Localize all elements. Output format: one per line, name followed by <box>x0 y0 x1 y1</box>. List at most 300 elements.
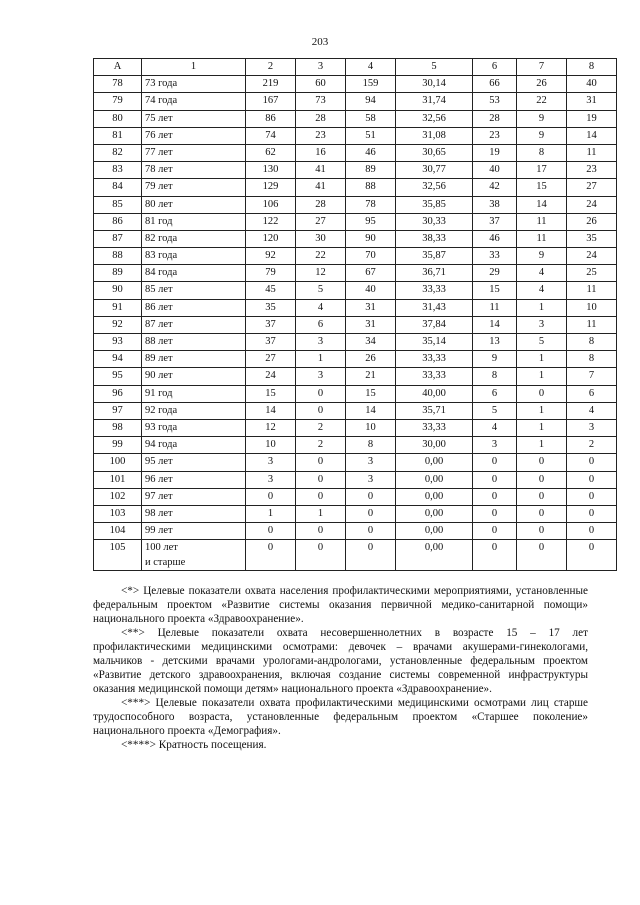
value-cell: 9 <box>517 248 567 265</box>
value-cell: 0,00 <box>396 523 473 540</box>
value-cell: 3 <box>246 454 296 471</box>
value-cell: 0,00 <box>396 454 473 471</box>
value-cell: 0 <box>517 488 567 505</box>
value-cell: 35,14 <box>396 334 473 351</box>
value-cell: 0 <box>473 488 517 505</box>
value-cell: 31,74 <box>396 93 473 110</box>
value-cell: 8 <box>567 351 617 368</box>
value-cell: 1 <box>517 351 567 368</box>
value-cell: 120 <box>246 230 296 247</box>
value-cell: 122 <box>246 213 296 230</box>
value-cell: 0 <box>296 523 346 540</box>
table-row <box>94 230 617 247</box>
value-cell: 30,00 <box>396 437 473 454</box>
value-cell: 0 <box>567 523 617 540</box>
value-cell: 38 <box>473 196 517 213</box>
table-row <box>94 248 617 265</box>
value-cell: 0 <box>296 488 346 505</box>
footnote: <**> Целевые показатели охвата несовершеннолетних в возрасте 15 – 17 лет профилактическими медицинскими осмотрами: девочек – врачами акушерами-гинекологами, мальчиков - детскими врачами урологами-андрологами, установленные федеральным проектом «Развитие детского здравоохранения, включая создание системы современной инфраструктуры оказания медицинской помощи детям» национального проекта «Здравоохранение». <box>93 627 588 695</box>
value-cell: 219 <box>246 76 296 93</box>
data-table <box>93 58 617 571</box>
value-cell: 32,56 <box>396 110 473 127</box>
age-label-cell: 73 года <box>142 76 246 93</box>
table-body <box>94 76 617 571</box>
value-cell: 60 <box>296 76 346 93</box>
row-number-cell: 102 <box>94 488 142 505</box>
table-row <box>94 419 617 436</box>
value-cell: 41 <box>296 162 346 179</box>
value-cell: 86 <box>246 110 296 127</box>
value-cell: 34 <box>346 334 396 351</box>
row-number-cell: 94 <box>94 351 142 368</box>
value-cell: 28 <box>296 110 346 127</box>
value-cell: 30,14 <box>396 76 473 93</box>
table-row <box>94 505 617 522</box>
row-number-cell: 89 <box>94 265 142 282</box>
table-row <box>94 196 617 213</box>
value-cell: 53 <box>473 93 517 110</box>
value-cell: 15 <box>246 385 296 402</box>
footnote: <***> Целевые показатели охвата профилактическими медицинскими осмотрами лиц старше трудоспособного возраста, установленные федеральным проектом «Старшее поколение» национального проекта «Демография». <box>93 697 588 737</box>
value-cell: 30,77 <box>396 162 473 179</box>
table-row <box>94 368 617 385</box>
row-number-cell: 95 <box>94 368 142 385</box>
value-cell: 3 <box>246 471 296 488</box>
value-cell: 130 <box>246 162 296 179</box>
value-cell: 35,87 <box>396 248 473 265</box>
value-cell: 33,33 <box>396 419 473 436</box>
column-header: 7 <box>517 59 567 76</box>
value-cell: 90 <box>346 230 396 247</box>
value-cell: 15 <box>473 282 517 299</box>
column-header: 2 <box>246 59 296 76</box>
age-label-cell: 87 лет <box>142 316 246 333</box>
age-label-cell <box>142 540 246 571</box>
value-cell: 38,33 <box>396 230 473 247</box>
value-cell: 30 <box>296 230 346 247</box>
row-number-cell: 88 <box>94 248 142 265</box>
value-cell: 14 <box>567 127 617 144</box>
value-cell: 11 <box>567 316 617 333</box>
row-number-cell: 104 <box>94 523 142 540</box>
value-cell: 28 <box>473 110 517 127</box>
age-label-cell: 76 лет <box>142 127 246 144</box>
footnote: <****> Кратность посещения. <box>121 739 267 751</box>
row-number-cell: 101 <box>94 471 142 488</box>
page-number: 203 <box>311 36 329 48</box>
value-cell: 1 <box>517 299 567 316</box>
value-cell: 1 <box>517 402 567 419</box>
value-cell: 70 <box>346 248 396 265</box>
value-cell: 11 <box>473 299 517 316</box>
table-row <box>94 162 617 179</box>
age-label-cell: 85 лет <box>142 282 246 299</box>
value-cell: 78 <box>346 196 396 213</box>
age-label-cell: 74 года <box>142 93 246 110</box>
value-cell: 30,65 <box>396 144 473 161</box>
value-cell: 35,71 <box>396 402 473 419</box>
value-cell: 15 <box>346 385 396 402</box>
value-cell: 62 <box>246 144 296 161</box>
age-label-cell: 92 года <box>142 402 246 419</box>
age-label-cell: 86 лет <box>142 299 246 316</box>
row-number-cell: 93 <box>94 334 142 351</box>
value-cell: 3 <box>473 437 517 454</box>
value-cell: 23 <box>296 127 346 144</box>
value-cell: 8 <box>346 437 396 454</box>
row-number-cell: 87 <box>94 230 142 247</box>
value-cell: 3 <box>346 471 396 488</box>
age-label-cell: 97 лет <box>142 488 246 505</box>
row-number-cell: 98 <box>94 419 142 436</box>
value-cell: 19 <box>567 110 617 127</box>
value-cell: 26 <box>346 351 396 368</box>
column-header: 4 <box>346 59 396 76</box>
table-row <box>94 471 617 488</box>
value-cell: 159 <box>346 76 396 93</box>
value-cell: 106 <box>246 196 296 213</box>
value-cell: 0,00 <box>396 505 473 522</box>
value-cell: 0 <box>517 540 567 571</box>
row-number-cell: 80 <box>94 110 142 127</box>
value-cell: 0 <box>473 540 517 571</box>
value-cell: 0 <box>246 488 296 505</box>
value-cell: 45 <box>246 282 296 299</box>
table-row <box>94 76 617 93</box>
value-cell: 0 <box>296 454 346 471</box>
value-cell: 23 <box>567 162 617 179</box>
value-cell: 14 <box>246 402 296 419</box>
table-row <box>94 523 617 540</box>
value-cell: 37,84 <box>396 316 473 333</box>
age-label-line: и старше <box>145 557 186 569</box>
value-cell: 46 <box>473 230 517 247</box>
value-cell: 27 <box>296 213 346 230</box>
value-cell: 11 <box>517 213 567 230</box>
value-cell: 41 <box>296 179 346 196</box>
value-cell: 1 <box>517 368 567 385</box>
age-label-cell: 89 лет <box>142 351 246 368</box>
value-cell: 0 <box>296 540 346 571</box>
value-cell: 14 <box>517 196 567 213</box>
table-row <box>94 334 617 351</box>
value-cell: 0 <box>346 540 396 571</box>
value-cell: 3 <box>346 454 396 471</box>
value-cell: 88 <box>346 179 396 196</box>
age-label-line: 100 лет <box>145 542 178 554</box>
value-cell: 0 <box>517 385 567 402</box>
value-cell: 37 <box>246 316 296 333</box>
table-row <box>94 265 617 282</box>
table-row <box>94 316 617 333</box>
table-row <box>94 127 617 144</box>
table-header-row <box>94 59 617 76</box>
age-label-cell: 99 лет <box>142 523 246 540</box>
value-cell: 95 <box>346 213 396 230</box>
value-cell: 46 <box>346 144 396 161</box>
value-cell: 3 <box>567 419 617 436</box>
value-cell: 2 <box>296 437 346 454</box>
age-label-cell: 90 лет <box>142 368 246 385</box>
value-cell: 33,33 <box>396 368 473 385</box>
value-cell: 12 <box>246 419 296 436</box>
value-cell: 0,00 <box>396 488 473 505</box>
value-cell: 0 <box>473 471 517 488</box>
age-label-cell: 93 года <box>142 419 246 436</box>
value-cell: 0 <box>567 540 617 571</box>
value-cell: 0 <box>567 471 617 488</box>
value-cell: 40 <box>567 76 617 93</box>
table-row <box>94 454 617 471</box>
value-cell: 9 <box>517 110 567 127</box>
table-row <box>94 110 617 127</box>
table-row <box>94 144 617 161</box>
row-number-cell: 99 <box>94 437 142 454</box>
column-header: А <box>94 59 142 76</box>
value-cell: 13 <box>473 334 517 351</box>
age-label-cell: 84 года <box>142 265 246 282</box>
table-row <box>94 540 617 571</box>
value-cell: 12 <box>296 265 346 282</box>
row-number-cell: 105 <box>94 540 142 571</box>
value-cell: 11 <box>567 282 617 299</box>
table-row <box>94 351 617 368</box>
footnote: <*> Целевые показатели охвата населения профилактическими мероприятиями, установленные федеральным проектом «Развитие системы оказания первичной медико-санитарной помощи» национального проекта «Здравоохранение». <box>93 585 588 625</box>
table-row <box>94 213 617 230</box>
value-cell: 11 <box>567 144 617 161</box>
value-cell: 74 <box>246 127 296 144</box>
value-cell: 40 <box>473 162 517 179</box>
age-label-cell: 95 лет <box>142 454 246 471</box>
value-cell: 73 <box>296 93 346 110</box>
value-cell: 0 <box>246 540 296 571</box>
value-cell: 0 <box>473 505 517 522</box>
value-cell: 3 <box>517 316 567 333</box>
value-cell: 9 <box>473 351 517 368</box>
value-cell: 32,56 <box>396 179 473 196</box>
column-header: 1 <box>142 59 246 76</box>
value-cell: 58 <box>346 110 396 127</box>
value-cell: 0 <box>517 523 567 540</box>
row-number-cell: 81 <box>94 127 142 144</box>
age-label-cell: 96 лет <box>142 471 246 488</box>
footnotes <box>93 584 588 752</box>
value-cell: 26 <box>517 76 567 93</box>
value-cell: 24 <box>567 248 617 265</box>
value-cell: 0 <box>517 454 567 471</box>
value-cell: 22 <box>517 93 567 110</box>
table-row <box>94 282 617 299</box>
value-cell: 2 <box>567 437 617 454</box>
value-cell: 0 <box>346 523 396 540</box>
row-number-cell: 103 <box>94 505 142 522</box>
value-cell: 5 <box>296 282 346 299</box>
value-cell: 35 <box>567 230 617 247</box>
value-cell: 7 <box>567 368 617 385</box>
table-row <box>94 402 617 419</box>
age-label-cell: 77 лет <box>142 144 246 161</box>
value-cell: 31 <box>346 316 396 333</box>
value-cell: 3 <box>296 334 346 351</box>
value-cell: 0 <box>296 402 346 419</box>
value-cell: 94 <box>346 93 396 110</box>
value-cell: 2 <box>296 419 346 436</box>
value-cell: 24 <box>246 368 296 385</box>
value-cell: 92 <box>246 248 296 265</box>
value-cell: 5 <box>517 334 567 351</box>
age-label-cell: 80 лет <box>142 196 246 213</box>
value-cell: 8 <box>473 368 517 385</box>
age-label-cell: 79 лет <box>142 179 246 196</box>
value-cell: 4 <box>296 299 346 316</box>
age-label-cell: 75 лет <box>142 110 246 127</box>
value-cell: 0 <box>567 454 617 471</box>
row-number-cell: 82 <box>94 144 142 161</box>
column-header: 6 <box>473 59 517 76</box>
value-cell: 26 <box>567 213 617 230</box>
value-cell: 1 <box>517 437 567 454</box>
value-cell: 8 <box>567 334 617 351</box>
age-label-cell: 82 года <box>142 230 246 247</box>
value-cell: 9 <box>517 127 567 144</box>
value-cell: 31 <box>346 299 396 316</box>
table-row <box>94 93 617 110</box>
value-cell: 35,85 <box>396 196 473 213</box>
value-cell: 4 <box>567 402 617 419</box>
value-cell: 1 <box>517 419 567 436</box>
value-cell: 31 <box>567 93 617 110</box>
value-cell: 79 <box>246 265 296 282</box>
value-cell: 0 <box>296 385 346 402</box>
row-number-cell: 78 <box>94 76 142 93</box>
value-cell: 27 <box>567 179 617 196</box>
value-cell: 0,00 <box>396 471 473 488</box>
value-cell: 0 <box>346 505 396 522</box>
table-row <box>94 179 617 196</box>
row-number-cell: 97 <box>94 402 142 419</box>
value-cell: 0 <box>567 505 617 522</box>
value-cell: 22 <box>296 248 346 265</box>
value-cell: 10 <box>346 419 396 436</box>
value-cell: 0 <box>346 488 396 505</box>
value-cell: 33 <box>473 248 517 265</box>
row-number-cell: 84 <box>94 179 142 196</box>
row-number-cell: 91 <box>94 299 142 316</box>
value-cell: 4 <box>517 265 567 282</box>
value-cell: 0 <box>567 488 617 505</box>
age-label-cell: 94 года <box>142 437 246 454</box>
value-cell: 16 <box>296 144 346 161</box>
column-header: 3 <box>296 59 346 76</box>
value-cell: 1 <box>246 505 296 522</box>
age-label-cell: 91 год <box>142 385 246 402</box>
value-cell: 0 <box>246 523 296 540</box>
value-cell: 8 <box>517 144 567 161</box>
value-cell: 10 <box>246 437 296 454</box>
value-cell: 40 <box>346 282 396 299</box>
value-cell: 1 <box>296 351 346 368</box>
value-cell: 33,33 <box>396 351 473 368</box>
value-cell: 0 <box>296 471 346 488</box>
value-cell: 14 <box>346 402 396 419</box>
column-header: 8 <box>567 59 617 76</box>
age-label-cell: 78 лет <box>142 162 246 179</box>
row-number-cell: 85 <box>94 196 142 213</box>
value-cell: 31,08 <box>396 127 473 144</box>
value-cell: 37 <box>473 213 517 230</box>
value-cell: 40,00 <box>396 385 473 402</box>
value-cell: 29 <box>473 265 517 282</box>
age-label-cell: 81 год <box>142 213 246 230</box>
value-cell: 31,43 <box>396 299 473 316</box>
value-cell: 0 <box>517 471 567 488</box>
value-cell: 0 <box>473 454 517 471</box>
value-cell: 129 <box>246 179 296 196</box>
value-cell: 17 <box>517 162 567 179</box>
value-cell: 14 <box>473 316 517 333</box>
age-label-cell: 83 года <box>142 248 246 265</box>
value-cell: 5 <box>473 402 517 419</box>
value-cell: 4 <box>517 282 567 299</box>
value-cell: 51 <box>346 127 396 144</box>
table-row <box>94 437 617 454</box>
row-number-cell: 96 <box>94 385 142 402</box>
value-cell: 11 <box>517 230 567 247</box>
value-cell: 37 <box>246 334 296 351</box>
row-number-cell: 86 <box>94 213 142 230</box>
value-cell: 167 <box>246 93 296 110</box>
row-number-cell: 92 <box>94 316 142 333</box>
value-cell: 15 <box>517 179 567 196</box>
value-cell: 89 <box>346 162 396 179</box>
value-cell: 0 <box>517 505 567 522</box>
value-cell: 6 <box>473 385 517 402</box>
age-label-cell: 98 лет <box>142 505 246 522</box>
value-cell: 24 <box>567 196 617 213</box>
value-cell: 3 <box>296 368 346 385</box>
value-cell: 42 <box>473 179 517 196</box>
table-row <box>94 299 617 316</box>
value-cell: 27 <box>246 351 296 368</box>
row-number-cell: 100 <box>94 454 142 471</box>
column-header: 5 <box>396 59 473 76</box>
value-cell: 1 <box>296 505 346 522</box>
row-number-cell: 83 <box>94 162 142 179</box>
table-row <box>94 385 617 402</box>
value-cell: 36,71 <box>396 265 473 282</box>
value-cell: 4 <box>473 419 517 436</box>
table-row <box>94 488 617 505</box>
value-cell: 10 <box>567 299 617 316</box>
age-label-cell: 88 лет <box>142 334 246 351</box>
value-cell: 30,33 <box>396 213 473 230</box>
value-cell: 0 <box>473 523 517 540</box>
value-cell: 35 <box>246 299 296 316</box>
value-cell: 19 <box>473 144 517 161</box>
value-cell: 33,33 <box>396 282 473 299</box>
row-number-cell: 79 <box>94 93 142 110</box>
value-cell: 21 <box>346 368 396 385</box>
value-cell: 23 <box>473 127 517 144</box>
value-cell: 28 <box>296 196 346 213</box>
value-cell: 66 <box>473 76 517 93</box>
value-cell: 6 <box>567 385 617 402</box>
row-number-cell: 90 <box>94 282 142 299</box>
value-cell: 25 <box>567 265 617 282</box>
value-cell: 6 <box>296 316 346 333</box>
value-cell: 0,00 <box>396 540 473 571</box>
value-cell: 67 <box>346 265 396 282</box>
